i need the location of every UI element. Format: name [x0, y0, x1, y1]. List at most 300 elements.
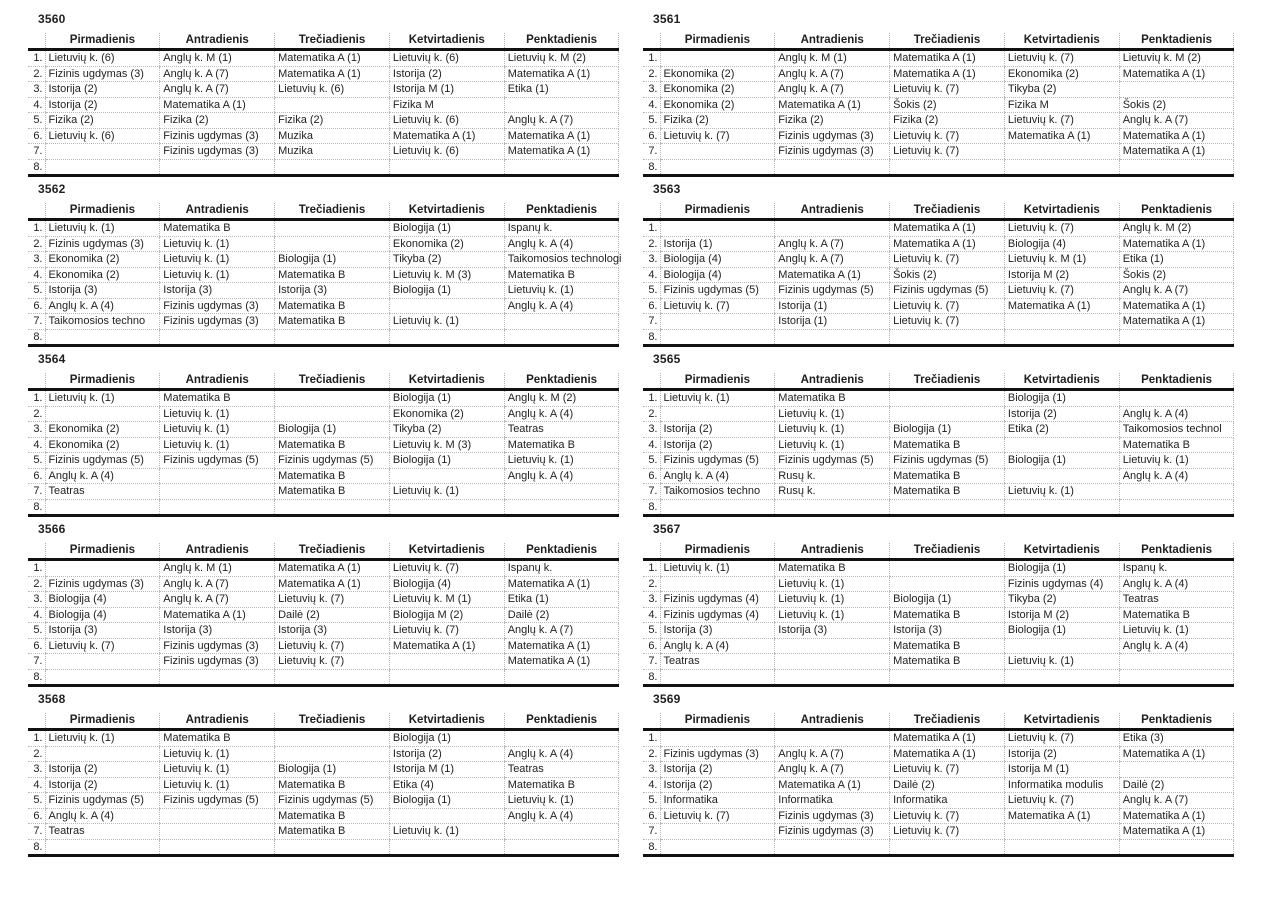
- timetable-row: [28, 283, 619, 299]
- lesson-cell: Matematika B: [504, 267, 619, 283]
- lesson-cell: Matematika A (1): [890, 730, 1005, 747]
- lesson-cell: Matematika A (1): [504, 128, 619, 144]
- lesson-cell: Biologija (1): [275, 762, 390, 778]
- lesson-cell: Lietuvių k. (1): [160, 236, 275, 252]
- row-number: 8.: [28, 669, 45, 686]
- timetable-row: [28, 314, 619, 330]
- row-number: 2.: [643, 406, 660, 422]
- lesson-cell: Fizinis ugdymas (5): [775, 283, 890, 299]
- lesson-cell: Ekonomika (2): [389, 406, 504, 422]
- day-header-row: [643, 33, 1234, 50]
- timetable-row: [28, 329, 619, 346]
- day-header: Trečiadienis: [890, 373, 1005, 390]
- row-number: 2.: [28, 406, 45, 422]
- row-number: 4.: [28, 437, 45, 453]
- lesson-cell: [1119, 762, 1234, 778]
- row-number: 4.: [28, 267, 45, 283]
- lesson-cell: Lietuvių k. (1): [775, 422, 890, 438]
- lesson-cell: Teatras: [660, 654, 775, 670]
- lesson-cell: [1004, 824, 1119, 840]
- timetable-row: [643, 623, 1234, 639]
- row-number: 1.: [28, 220, 45, 237]
- lesson-cell: Istorija (3): [775, 623, 890, 639]
- lesson-cell: Lietuvių k. (6): [389, 50, 504, 67]
- row-number: 2.: [643, 66, 660, 82]
- lesson-cell: Ispanų k.: [504, 560, 619, 577]
- timetable-row: [28, 638, 619, 654]
- timetable-row: [643, 607, 1234, 623]
- lesson-cell: Teatras: [504, 762, 619, 778]
- lesson-cell: Matematika A (1): [1119, 128, 1234, 144]
- row-number-column-header: [643, 203, 660, 220]
- day-header: Ketvirtadienis: [389, 543, 504, 560]
- lesson-cell: Istorija M (2): [1004, 267, 1119, 283]
- lesson-cell: Anglų k. M (2): [1119, 220, 1234, 237]
- day-header: Pirmadienis: [45, 543, 160, 560]
- day-header: Penktadienis: [504, 203, 619, 220]
- lesson-cell: Anglų k. A (7): [1119, 283, 1234, 299]
- lesson-cell: Fizinis ugdymas (3): [160, 144, 275, 160]
- timetable-row: [28, 144, 619, 160]
- day-header-row: [28, 713, 619, 730]
- lesson-cell: Lietuvių k. M (2): [504, 50, 619, 67]
- lesson-cell: [160, 499, 275, 516]
- lesson-cell: [45, 406, 160, 422]
- day-header-row: [28, 33, 619, 50]
- lesson-cell: Teatras: [504, 422, 619, 438]
- timetable-row: [643, 484, 1234, 500]
- day-header: Ketvirtadienis: [389, 373, 504, 390]
- timetable-row: [28, 453, 619, 469]
- lesson-cell: [1004, 314, 1119, 330]
- lesson-cell: Ekonomika (2): [389, 236, 504, 252]
- lesson-cell: Istorija (2): [45, 762, 160, 778]
- row-number: 7.: [643, 824, 660, 840]
- row-number: 2.: [28, 66, 45, 82]
- timetable-row: [643, 329, 1234, 346]
- lesson-cell: Matematika A (1): [1119, 236, 1234, 252]
- row-number: 5.: [28, 283, 45, 299]
- lesson-cell: Matematika A (1): [389, 638, 504, 654]
- timetable-row: [643, 808, 1234, 824]
- day-header: Trečiadienis: [890, 543, 1005, 560]
- row-number: 7.: [643, 314, 660, 330]
- lesson-cell: Fizinis ugdymas (5): [160, 453, 275, 469]
- day-header-row: [28, 543, 619, 560]
- lesson-cell: [275, 236, 390, 252]
- lesson-cell: [275, 390, 390, 407]
- lesson-cell: Lietuvių k. (1): [389, 824, 504, 840]
- timetable-grid: [643, 713, 1234, 857]
- class-number: 3564: [38, 352, 66, 366]
- timetable-row: [643, 283, 1234, 299]
- lesson-cell: [1119, 159, 1234, 176]
- lesson-cell: Biologija (4): [660, 267, 775, 283]
- lesson-cell: Istorija (3): [275, 283, 390, 299]
- lesson-cell: [1004, 499, 1119, 516]
- lesson-cell: Matematika B: [890, 654, 1005, 670]
- lesson-cell: [1119, 654, 1234, 670]
- row-number: 4.: [643, 777, 660, 793]
- lesson-cell: [504, 159, 619, 176]
- lesson-cell: [775, 638, 890, 654]
- lesson-cell: [275, 746, 390, 762]
- timetable-block: [643, 12, 1234, 177]
- lesson-cell: Etika (4): [389, 777, 504, 793]
- day-header: Ketvirtadienis: [389, 33, 504, 50]
- lesson-cell: Anglų k. A (7): [504, 113, 619, 129]
- row-number: 3.: [643, 592, 660, 608]
- lesson-cell: Lietuvių k. (1): [1004, 484, 1119, 500]
- lesson-cell: [275, 159, 390, 176]
- lesson-cell: Taikomosios techno: [45, 314, 160, 330]
- lesson-cell: Matematika A (1): [1119, 808, 1234, 824]
- day-header-row: [643, 713, 1234, 730]
- timetable-row: [28, 437, 619, 453]
- lesson-cell: Anglų k. A (4): [1119, 406, 1234, 422]
- lesson-cell: Lietuvių k. M (3): [389, 437, 504, 453]
- lesson-cell: Anglų k. A (7): [775, 236, 890, 252]
- timetable-block: [643, 522, 1234, 687]
- day-header-row: [643, 373, 1234, 390]
- lesson-cell: Fizinis ugdymas (3): [775, 144, 890, 160]
- day-header: Pirmadienis: [45, 373, 160, 390]
- row-number: 8.: [28, 329, 45, 346]
- lesson-cell: Lietuvių k. (7): [1004, 793, 1119, 809]
- lesson-cell: Anglų k. M (1): [160, 50, 275, 67]
- lesson-cell: Matematika B: [275, 468, 390, 484]
- lesson-cell: Informatika: [890, 793, 1005, 809]
- row-number: 2.: [28, 576, 45, 592]
- lesson-cell: Matematika A (1): [775, 267, 890, 283]
- lesson-cell: Biologija (4): [1004, 236, 1119, 252]
- lesson-cell: [775, 499, 890, 516]
- lesson-cell: Etika (1): [1119, 252, 1234, 268]
- lesson-cell: Matematika B: [890, 607, 1005, 623]
- lesson-cell: [504, 669, 619, 686]
- lesson-cell: [1004, 437, 1119, 453]
- lesson-cell: Šokis (2): [1119, 267, 1234, 283]
- timetable-row: [643, 576, 1234, 592]
- timetable-row: [643, 824, 1234, 840]
- lesson-cell: Lietuvių k. M (3): [389, 267, 504, 283]
- lesson-cell: [389, 808, 504, 824]
- day-header: Ketvirtadienis: [1004, 33, 1119, 50]
- lesson-cell: [45, 159, 160, 176]
- lesson-cell: [45, 839, 160, 856]
- lesson-cell: Lietuvių k. (7): [890, 128, 1005, 144]
- lesson-cell: Matematika A (1): [275, 50, 390, 67]
- row-number: 5.: [28, 113, 45, 129]
- row-number: 1.: [643, 50, 660, 67]
- lesson-cell: Anglų k. A (4): [1119, 468, 1234, 484]
- lesson-cell: Matematika A (1): [1004, 808, 1119, 824]
- lesson-cell: Istorija (1): [775, 298, 890, 314]
- lesson-cell: Lietuvių k. (1): [660, 390, 775, 407]
- lesson-cell: [160, 669, 275, 686]
- lesson-cell: Anglų k. A (4): [504, 406, 619, 422]
- timetable-block: [28, 182, 622, 347]
- lesson-cell: [504, 499, 619, 516]
- row-number: 4.: [643, 267, 660, 283]
- lesson-cell: Biologija (1): [890, 592, 1005, 608]
- row-number: 7.: [643, 484, 660, 500]
- row-number: 1.: [643, 390, 660, 407]
- lesson-cell: Lietuvių k. (7): [660, 128, 775, 144]
- row-number: 8.: [28, 839, 45, 856]
- row-number: 7.: [643, 654, 660, 670]
- lesson-cell: [45, 560, 160, 577]
- row-number: 7.: [643, 144, 660, 160]
- timetable-row: [28, 50, 619, 67]
- lesson-cell: Matematika B: [275, 824, 390, 840]
- timetable-row: [28, 623, 619, 639]
- lesson-cell: Fizinis ugdymas (5): [160, 793, 275, 809]
- timetable-grid: [28, 203, 622, 347]
- row-number: 6.: [28, 298, 45, 314]
- row-number-column-header: [28, 203, 45, 220]
- row-number: 6.: [28, 128, 45, 144]
- row-number: 1.: [643, 560, 660, 577]
- day-header: Pirmadienis: [660, 33, 775, 50]
- lesson-cell: Ispanų k.: [504, 220, 619, 237]
- lesson-cell: Etika (3): [1119, 730, 1234, 747]
- lesson-cell: Anglų k. A (7): [775, 252, 890, 268]
- lesson-cell: Lietuvių k. (1): [1119, 623, 1234, 639]
- row-number: 2.: [643, 236, 660, 252]
- lesson-cell: [775, 329, 890, 346]
- lesson-cell: [45, 746, 160, 762]
- lesson-cell: Fizinis ugdymas (5): [775, 453, 890, 469]
- lesson-cell: Šokis (2): [1119, 97, 1234, 113]
- timetable-row: [28, 777, 619, 793]
- lesson-cell: Dailė (2): [1119, 777, 1234, 793]
- timetable-row: [28, 762, 619, 778]
- lesson-cell: [775, 654, 890, 670]
- lesson-cell: Matematika A (1): [890, 50, 1005, 67]
- lesson-cell: Matematika A (1): [890, 746, 1005, 762]
- row-number: 3.: [28, 82, 45, 98]
- timetable-row: [28, 560, 619, 577]
- lesson-cell: Matematika A (1): [1004, 298, 1119, 314]
- day-header: Trečiadienis: [275, 373, 390, 390]
- lesson-cell: Matematika B: [275, 777, 390, 793]
- lesson-cell: [1119, 839, 1234, 856]
- row-number: 6.: [643, 128, 660, 144]
- lesson-cell: Biologija (1): [389, 453, 504, 469]
- lesson-cell: [1119, 82, 1234, 98]
- lesson-cell: [890, 576, 1005, 592]
- lesson-cell: Istorija (3): [160, 283, 275, 299]
- row-number: 8.: [643, 839, 660, 856]
- lesson-cell: Matematika B: [160, 390, 275, 407]
- lesson-cell: Fizinis ugdymas (3): [45, 66, 160, 82]
- lesson-cell: Anglų k. A (7): [1119, 793, 1234, 809]
- lesson-cell: Fizinis ugdymas (3): [660, 746, 775, 762]
- lesson-cell: Etika (1): [504, 82, 619, 98]
- row-number-column-header: [28, 543, 45, 560]
- lesson-cell: Fizinis ugdymas (5): [660, 283, 775, 299]
- lesson-cell: [775, 159, 890, 176]
- timetable-row: [643, 220, 1234, 237]
- lesson-cell: [1004, 159, 1119, 176]
- lesson-cell: Lietuvių k. (7): [1004, 50, 1119, 67]
- lesson-cell: Anglų k. A (4): [1119, 576, 1234, 592]
- class-number: 3562: [38, 182, 66, 196]
- lesson-cell: [275, 97, 390, 113]
- lesson-cell: [504, 839, 619, 856]
- lesson-cell: Anglų k. M (2): [504, 390, 619, 407]
- lesson-cell: Istorija (2): [660, 777, 775, 793]
- lesson-cell: Lietuvių k. M (1): [389, 592, 504, 608]
- lesson-cell: Anglų k. A (4): [660, 638, 775, 654]
- lesson-cell: Matematika A (1): [504, 144, 619, 160]
- day-header: Trečiadienis: [890, 33, 1005, 50]
- lesson-cell: [660, 50, 775, 67]
- lesson-cell: Matematika A (1): [1119, 824, 1234, 840]
- timetable-row: [643, 390, 1234, 407]
- row-number: 6.: [643, 298, 660, 314]
- day-header: Ketvirtadienis: [1004, 543, 1119, 560]
- lesson-cell: [389, 839, 504, 856]
- lesson-cell: Lietuvių k. (1): [160, 746, 275, 762]
- lesson-cell: Lietuvių k. (7): [890, 314, 1005, 330]
- lesson-cell: [660, 144, 775, 160]
- lesson-cell: Biologija (1): [389, 283, 504, 299]
- timetable-row: [643, 144, 1234, 160]
- lesson-cell: Lietuvių k. (1): [45, 730, 160, 747]
- timetable-row: [643, 453, 1234, 469]
- row-number: 3.: [28, 252, 45, 268]
- lesson-cell: Lietuvių k. (6): [45, 128, 160, 144]
- lesson-cell: Matematika A (1): [275, 560, 390, 577]
- lesson-cell: [45, 499, 160, 516]
- lesson-cell: Lietuvių k. (7): [389, 560, 504, 577]
- lesson-cell: Muzika: [275, 128, 390, 144]
- lesson-cell: [660, 730, 775, 747]
- lesson-cell: Matematika B: [775, 560, 890, 577]
- lesson-cell: [160, 808, 275, 824]
- lesson-cell: Fizinis ugdymas (4): [1004, 576, 1119, 592]
- timetable-row: [643, 252, 1234, 268]
- row-number: 5.: [28, 623, 45, 639]
- lesson-cell: Biologija (4): [660, 252, 775, 268]
- lesson-cell: [45, 669, 160, 686]
- lesson-cell: Anglų k. A (4): [504, 298, 619, 314]
- lesson-cell: Istorija M (2): [1004, 607, 1119, 623]
- timetable-row: [643, 298, 1234, 314]
- timetable-grid: [643, 203, 1234, 347]
- lesson-cell: [1004, 468, 1119, 484]
- lesson-cell: [504, 314, 619, 330]
- row-number: 6.: [643, 468, 660, 484]
- lesson-cell: Fizika (2): [160, 113, 275, 129]
- lesson-cell: Istorija M (1): [389, 82, 504, 98]
- timetable-row: [28, 66, 619, 82]
- lesson-cell: Lietuvių k. (1): [1004, 654, 1119, 670]
- lesson-cell: [1119, 329, 1234, 346]
- lesson-cell: Matematika B: [1119, 437, 1234, 453]
- day-header: Penktadienis: [1119, 543, 1234, 560]
- row-number: 7.: [28, 314, 45, 330]
- timetable-row: [28, 592, 619, 608]
- row-number: 2.: [643, 746, 660, 762]
- lesson-cell: Istorija (3): [660, 623, 775, 639]
- lesson-cell: [660, 576, 775, 592]
- class-number: 3568: [38, 692, 66, 706]
- lesson-cell: Fizika M: [389, 97, 504, 113]
- day-header: Trečiadienis: [275, 543, 390, 560]
- lesson-cell: Teatras: [1119, 592, 1234, 608]
- lesson-cell: Anglų k. A (4): [504, 468, 619, 484]
- day-header: Penktadienis: [1119, 203, 1234, 220]
- lesson-cell: [890, 329, 1005, 346]
- lesson-cell: Matematika A (1): [890, 66, 1005, 82]
- lesson-cell: [275, 669, 390, 686]
- lesson-cell: Lietuvių k. (7): [890, 824, 1005, 840]
- class-number: 3567: [653, 522, 681, 536]
- lesson-cell: [890, 669, 1005, 686]
- lesson-cell: Biologija (4): [389, 576, 504, 592]
- day-header: Penktadienis: [1119, 373, 1234, 390]
- lesson-cell: Dailė (2): [275, 607, 390, 623]
- lesson-cell: Anglų k. A (7): [160, 82, 275, 98]
- day-header: Ketvirtadienis: [1004, 203, 1119, 220]
- day-header: Trečiadienis: [275, 203, 390, 220]
- lesson-cell: Tikyba (2): [1004, 592, 1119, 608]
- lesson-cell: Lietuvių k. (1): [160, 267, 275, 283]
- lesson-cell: Šokis (2): [890, 267, 1005, 283]
- timetable-row: [28, 793, 619, 809]
- lesson-cell: Matematika B: [504, 777, 619, 793]
- day-header: Penktadienis: [504, 33, 619, 50]
- lesson-cell: [389, 329, 504, 346]
- lesson-cell: Šokis (2): [890, 97, 1005, 113]
- lesson-cell: Matematika B: [775, 390, 890, 407]
- row-number: 8.: [28, 499, 45, 516]
- timetable-row: [28, 669, 619, 686]
- lesson-cell: [775, 839, 890, 856]
- lesson-cell: Anglų k. A (7): [504, 623, 619, 639]
- lesson-cell: [160, 824, 275, 840]
- lesson-cell: Lietuvių k. (1): [160, 777, 275, 793]
- timetable-grid: [28, 373, 619, 517]
- timetable-row: [643, 236, 1234, 252]
- lesson-cell: Matematika A (1): [160, 607, 275, 623]
- lesson-cell: Anglų k. M (1): [160, 560, 275, 577]
- lesson-cell: Fizinis ugdymas (5): [275, 453, 390, 469]
- lesson-cell: Matematika A (1): [775, 97, 890, 113]
- lesson-cell: Fizinis ugdymas (3): [160, 298, 275, 314]
- row-number: 7.: [28, 824, 45, 840]
- lesson-cell: Lietuvių k. (1): [775, 576, 890, 592]
- row-number: 1.: [28, 730, 45, 747]
- lesson-cell: [775, 669, 890, 686]
- day-header: Pirmadienis: [45, 33, 160, 50]
- timetable-row: [643, 128, 1234, 144]
- lesson-cell: Istorija (3): [45, 623, 160, 639]
- lesson-cell: Lietuvių k. (7): [275, 638, 390, 654]
- timetable-row: [643, 777, 1234, 793]
- timetable-grid: [643, 373, 1234, 517]
- timetable-row: [643, 468, 1234, 484]
- lesson-cell: [160, 839, 275, 856]
- lesson-cell: [504, 329, 619, 346]
- lesson-cell: Etika (1): [504, 592, 619, 608]
- row-number: 6.: [643, 638, 660, 654]
- day-header-row: [643, 543, 1234, 560]
- lesson-cell: Istorija (2): [45, 82, 160, 98]
